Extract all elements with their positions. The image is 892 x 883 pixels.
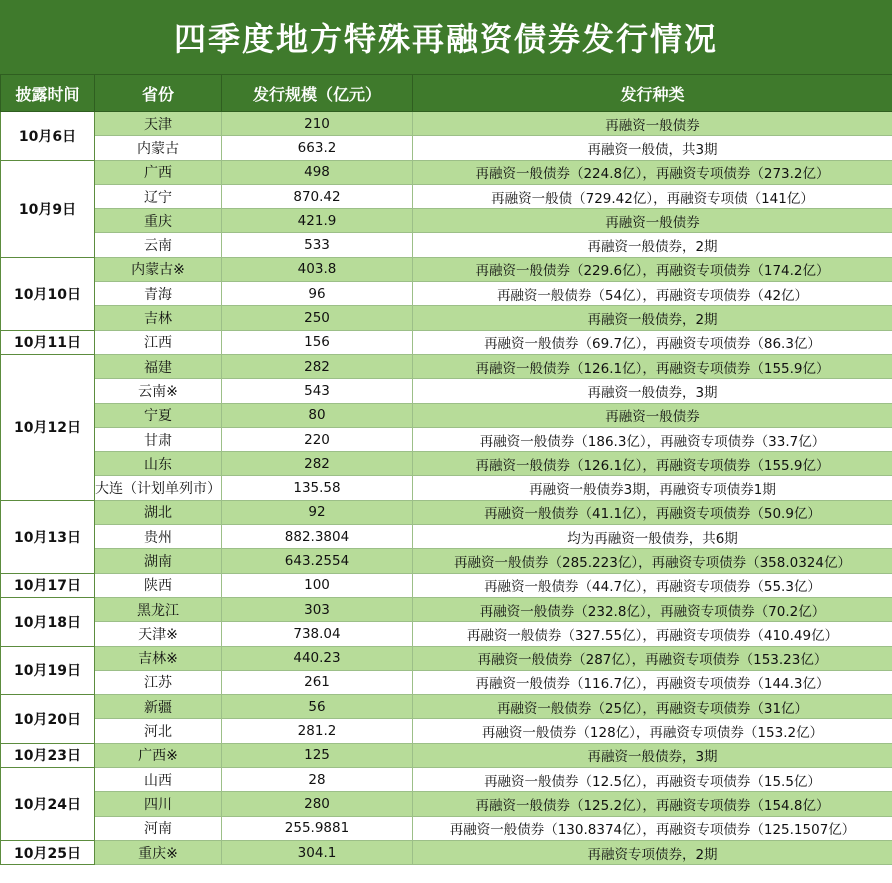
type-cell: 再融资一般债券（130.8374亿），再融资专项债券（125.1507亿）: [413, 816, 892, 840]
type-cell: 再融资一般债券（229.6亿），再融资专项债券（174.2亿）: [413, 257, 892, 281]
amount-cell: 261: [222, 670, 413, 694]
type-cell: 再融资一般债券（186.3亿），再融资专项债券（33.7亿）: [413, 427, 892, 451]
table-row: [1, 719, 892, 743]
type-cell: 再融资一般债券（125.2亿），再融资专项债券（154.8亿）: [413, 792, 892, 816]
type-cell: 再融资一般债券（69.7亿），再融资专项债券（86.3亿）: [413, 330, 892, 354]
table-row: [1, 500, 892, 524]
table-row: [1, 768, 892, 792]
province-cell: 吉林: [95, 306, 222, 330]
date-cell: 10月12日: [1, 354, 95, 500]
type-cell: 再融资一般债券（41.1亿），再融资专项债券（50.9亿）: [413, 500, 892, 524]
table-row: [1, 209, 892, 233]
type-cell: 再融资一般债券（128亿），再融资专项债券（153.2亿）: [413, 719, 892, 743]
amount-cell: 250: [222, 306, 413, 330]
type-cell: 再融资一般债券（126.1亿），再融资专项债券（155.9亿）: [413, 354, 892, 378]
type-cell: 再融资一般债券（224.8亿），再融资专项债券（273.2亿）: [413, 160, 892, 184]
table-row: [1, 160, 892, 184]
date-cell: 10月11日: [1, 330, 95, 354]
date-cell: 10月17日: [1, 573, 95, 597]
type-cell: 再融资一般债券（44.7亿），再融资专项债券（55.3亿）: [413, 573, 892, 597]
amount-cell: 80: [222, 403, 413, 427]
table-row: [1, 184, 892, 208]
date-cell: 10月23日: [1, 743, 95, 767]
type-cell: 再融资一般债券（126.1亿），再融资专项债券（155.9亿）: [413, 452, 892, 476]
amount-cell: 421.9: [222, 209, 413, 233]
table-row: [1, 622, 892, 646]
province-cell: 江西: [95, 330, 222, 354]
province-cell: 内蒙古※: [95, 257, 222, 281]
province-cell: 辽宁: [95, 184, 222, 208]
date-cell: 10月25日: [1, 840, 95, 864]
table-row: [1, 452, 892, 476]
province-cell: 新疆: [95, 695, 222, 719]
amount-cell: 643.2554: [222, 549, 413, 573]
table-row: [1, 816, 892, 840]
date-cell: 10月19日: [1, 646, 95, 695]
date-cell: 10月9日: [1, 160, 95, 257]
type-cell: 再融资一般债券（287亿），再融资专项债券（153.23亿）: [413, 646, 892, 670]
table-row: [1, 282, 892, 306]
province-cell: 青海: [95, 282, 222, 306]
header-date: 披露时间: [1, 75, 95, 112]
amount-cell: 135.58: [222, 476, 413, 500]
bond-issuance-table: [0, 74, 892, 865]
province-cell: 天津※: [95, 622, 222, 646]
type-cell: 再融资一般债券3期，再融资专项债券1期: [413, 476, 892, 500]
type-cell: 再融资一般债券: [413, 209, 892, 233]
header-type: 发行种类: [413, 75, 892, 112]
amount-cell: 282: [222, 354, 413, 378]
province-cell: 宁夏: [95, 403, 222, 427]
amount-cell: 533: [222, 233, 413, 257]
amount-cell: 100: [222, 573, 413, 597]
type-cell: 再融资一般债券: [413, 112, 892, 136]
header-amount: 发行规模（亿元）: [222, 75, 413, 112]
table-row: [1, 354, 892, 378]
province-cell: 山西: [95, 768, 222, 792]
date-cell: 10月13日: [1, 500, 95, 573]
amount-cell: 663.2: [222, 136, 413, 160]
header-row: [1, 75, 892, 112]
table-row: [1, 525, 892, 549]
province-cell: 重庆※: [95, 840, 222, 864]
amount-cell: 282: [222, 452, 413, 476]
table-row: [1, 597, 892, 621]
amount-cell: 280: [222, 792, 413, 816]
amount-cell: 738.04: [222, 622, 413, 646]
date-cell: 10月24日: [1, 768, 95, 841]
province-cell: 四川: [95, 792, 222, 816]
table-row: [1, 403, 892, 427]
province-cell: 吉林※: [95, 646, 222, 670]
table-row: [1, 330, 892, 354]
type-cell: 再融资一般债券（54亿），再融资专项债券（42亿）: [413, 282, 892, 306]
table-row: [1, 792, 892, 816]
province-cell: 黑龙江: [95, 597, 222, 621]
province-cell: 内蒙古: [95, 136, 222, 160]
amount-cell: 882.3804: [222, 525, 413, 549]
amount-cell: 303: [222, 597, 413, 621]
type-cell: 再融资一般债券，3期: [413, 743, 892, 767]
amount-cell: 498: [222, 160, 413, 184]
type-cell: 再融资一般债券（12.5亿），再融资专项债券（15.5亿）: [413, 768, 892, 792]
province-cell: 湖北: [95, 500, 222, 524]
type-cell: 再融资一般债券，2期: [413, 306, 892, 330]
province-cell: 河南: [95, 816, 222, 840]
table-row: [1, 379, 892, 403]
province-cell: 广西: [95, 160, 222, 184]
table-row: [1, 233, 892, 257]
type-cell: 再融资专项债券，2期: [413, 840, 892, 864]
type-cell: 再融资一般债，共3期: [413, 136, 892, 160]
amount-cell: 220: [222, 427, 413, 451]
amount-cell: 125: [222, 743, 413, 767]
province-cell: 广西※: [95, 743, 222, 767]
table-row: [1, 476, 892, 500]
type-cell: 再融资一般债券，3期: [413, 379, 892, 403]
date-cell: 10月10日: [1, 257, 95, 330]
province-cell: 云南※: [95, 379, 222, 403]
table-row: [1, 306, 892, 330]
amount-cell: 92: [222, 500, 413, 524]
province-cell: 云南: [95, 233, 222, 257]
amount-cell: 403.8: [222, 257, 413, 281]
type-cell: 再融资一般债券: [413, 403, 892, 427]
type-cell: 再融资一般债券（327.55亿），再融资专项债券（410.49亿）: [413, 622, 892, 646]
province-cell: 湖南: [95, 549, 222, 573]
page-title: 四季度地方特殊再融资债券发行情况: [173, 20, 718, 58]
amount-cell: 255.9881: [222, 816, 413, 840]
amount-cell: 543: [222, 379, 413, 403]
amount-cell: 304.1: [222, 840, 413, 864]
province-cell: 陕西: [95, 573, 222, 597]
table-row: [1, 695, 892, 719]
amount-cell: 56: [222, 695, 413, 719]
amount-cell: 210: [222, 112, 413, 136]
table-row: [1, 840, 892, 864]
type-cell: 再融资一般债券（232.8亿），再融资专项债券（70.2亿）: [413, 597, 892, 621]
province-cell: 天津: [95, 112, 222, 136]
province-cell: 贵州: [95, 525, 222, 549]
table-body: [1, 112, 892, 865]
province-cell: 山东: [95, 452, 222, 476]
date-cell: 10月18日: [1, 597, 95, 646]
table-row: [1, 427, 892, 451]
date-cell: 10月20日: [1, 695, 95, 744]
province-cell: 江苏: [95, 670, 222, 694]
province-cell: 重庆: [95, 209, 222, 233]
type-cell: 再融资一般债券（25亿），再融资专项债券（31亿）: [413, 695, 892, 719]
amount-cell: 96: [222, 282, 413, 306]
province-cell: 大连（计划单列市）: [95, 476, 222, 500]
amount-cell: 281.2: [222, 719, 413, 743]
table-row: [1, 112, 892, 136]
table-row: [1, 743, 892, 767]
type-cell: 再融资一般债券，2期: [413, 233, 892, 257]
type-cell: 再融资一般债券（285.223亿），再融资专项债券（358.0324亿）: [413, 549, 892, 573]
header-province: 省份: [95, 75, 222, 112]
province-cell: 福建: [95, 354, 222, 378]
province-cell: 甘肃: [95, 427, 222, 451]
title-bar: [0, 0, 892, 74]
type-cell: 再融资一般债（729.42亿），再融资专项债（141亿）: [413, 184, 892, 208]
table-row: [1, 549, 892, 573]
province-cell: 河北: [95, 719, 222, 743]
table-row: [1, 136, 892, 160]
table-row: [1, 573, 892, 597]
amount-cell: 440.23: [222, 646, 413, 670]
type-cell: 再融资一般债券（116.7亿），再融资专项债券（144.3亿）: [413, 670, 892, 694]
amount-cell: 156: [222, 330, 413, 354]
type-cell: 均为再融资一般债券，共6期: [413, 525, 892, 549]
table-row: [1, 257, 892, 281]
amount-cell: 28: [222, 768, 413, 792]
table-row: [1, 670, 892, 694]
amount-cell: 870.42: [222, 184, 413, 208]
date-cell: 10月6日: [1, 112, 95, 161]
table-row: [1, 646, 892, 670]
